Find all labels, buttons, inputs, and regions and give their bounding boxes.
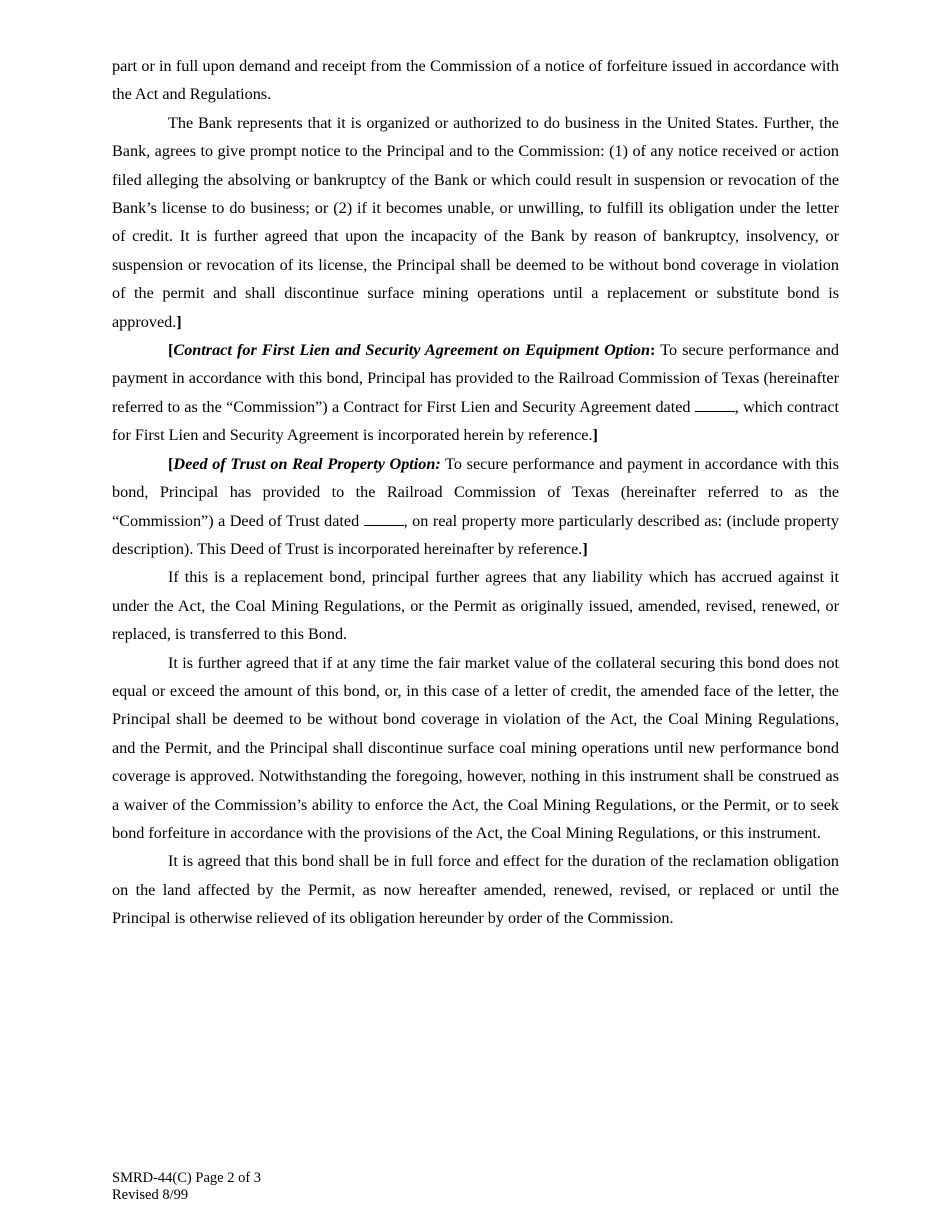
closing-bracket: ] (176, 312, 182, 331)
heading-colon: : (649, 341, 656, 360)
opening-bracket: [ (168, 454, 174, 473)
deed-of-trust-heading: Deed of Trust on Real Property Option: (173, 454, 441, 473)
document-body (112, 52, 839, 933)
form-page-number: SMRD-44(C) Page 2 of 3 (112, 1170, 262, 1186)
closing-bracket: ] (582, 539, 588, 558)
opening-bracket: [ (168, 341, 174, 360)
paragraph-collateral-value: It is further agreed that if at any time the fair market value of the collateral securing this bond does not equal or exceed the amount of this bond, or, in this case of a letter of credit, the amended face of the letter, the Principal shall be deemed to be without bond coverage in violation of the Act, the Coal Mining Regulations, and the Permit, and the Principal shall discontinue surface coal mining operations until new performance bond coverage is approved. Notwithstanding the foregoing, however, nothing in this instrument shall be construed as a waiver of the Commission’s ability to enforce the Act, the Coal Mining Regulations, or the Permit, or to seek bond forfeiture in accordance with the provisions of the Act, the Coal Mining Regulations, or this instrument. (112, 653, 839, 842)
bank-representation-text: The Bank represents that it is organized or authorized to do business in the United States. Further, the Bank, agrees to give prompt notice to the Principal and to the Commission: (1) of any notice received or action filed alleging the absolving or bankruptcy of the Bank or which could result in suspension or revocation of the Bank’s license to do business; or (2) if it becomes unable, or unwilling, to fulfill its obligation under the letter of credit. It is further agreed that upon the incapacity of the Bank by reason of bankruptcy, insolvency, or suspension or revocation of its license, the Principal shall be deemed to be without bond coverage in violation of the permit and shall discontinue surface mining operations until a replacement or substitute bond is approved. (112, 113, 839, 331)
paragraph-bond-duration: It is agreed that this bond shall be in full force and effect for the duration of the reclamation obligation on the land affected by the Permit, as now hereafter amended, renewed, revised, or replaced or until the Principal is otherwise relieved of its obligation hereunder by order of the Commission. (112, 852, 839, 928)
equipment-option-heading: Contract for First Lien and Security Agreement on Equipment Option (173, 341, 650, 360)
page-footer (112, 1170, 261, 1204)
deed-of-trust-text-end: , on real property more particularly described as: (include property description). This Deed of Trust is incorporated hereinafter by reference. (112, 511, 839, 558)
paragraph-replacement-bond: If this is a replacement bond, principal further agrees that any liability which has accrued against it under the Act, the Coal Mining Regulations, or the Permit as originally issued, amended, revised, renewed, or replaced, is transferred to this Bond. (112, 568, 839, 644)
equipment-option-text: To secure performance and payment in accordance with this bond, Principal has provided to the Railroad Commission of Texas (hereinafter referred to as the “Commission”) a Contract for First Lien and Security Agreement dated (112, 341, 839, 416)
paragraph-equipment-option (112, 336, 839, 450)
paragraph-forfeiture-continuation: part or in full upon demand and receipt from the Commission of a notice of forfeiture issued in accordance with the Act and Regulations. (112, 57, 839, 104)
deed-of-trust-text: To secure performance and payment in accordance with this bond, Principal has provided to the Railroad Commission of Texas (hereinafter referred to as the “Commission”) a Deed of Trust dated (112, 454, 839, 530)
paragraph-deed-of-trust-option (112, 450, 839, 564)
date-blank-line (695, 397, 735, 412)
closing-bracket: ] (592, 426, 598, 445)
equipment-option-text-end: , which contract for First Lien and Security Agreement is incorporated herein by reference. (112, 397, 840, 445)
date-blank-line (364, 511, 404, 526)
paragraph-bank-representation (112, 109, 839, 336)
revision-date: Revised 8/99 (112, 1187, 189, 1203)
